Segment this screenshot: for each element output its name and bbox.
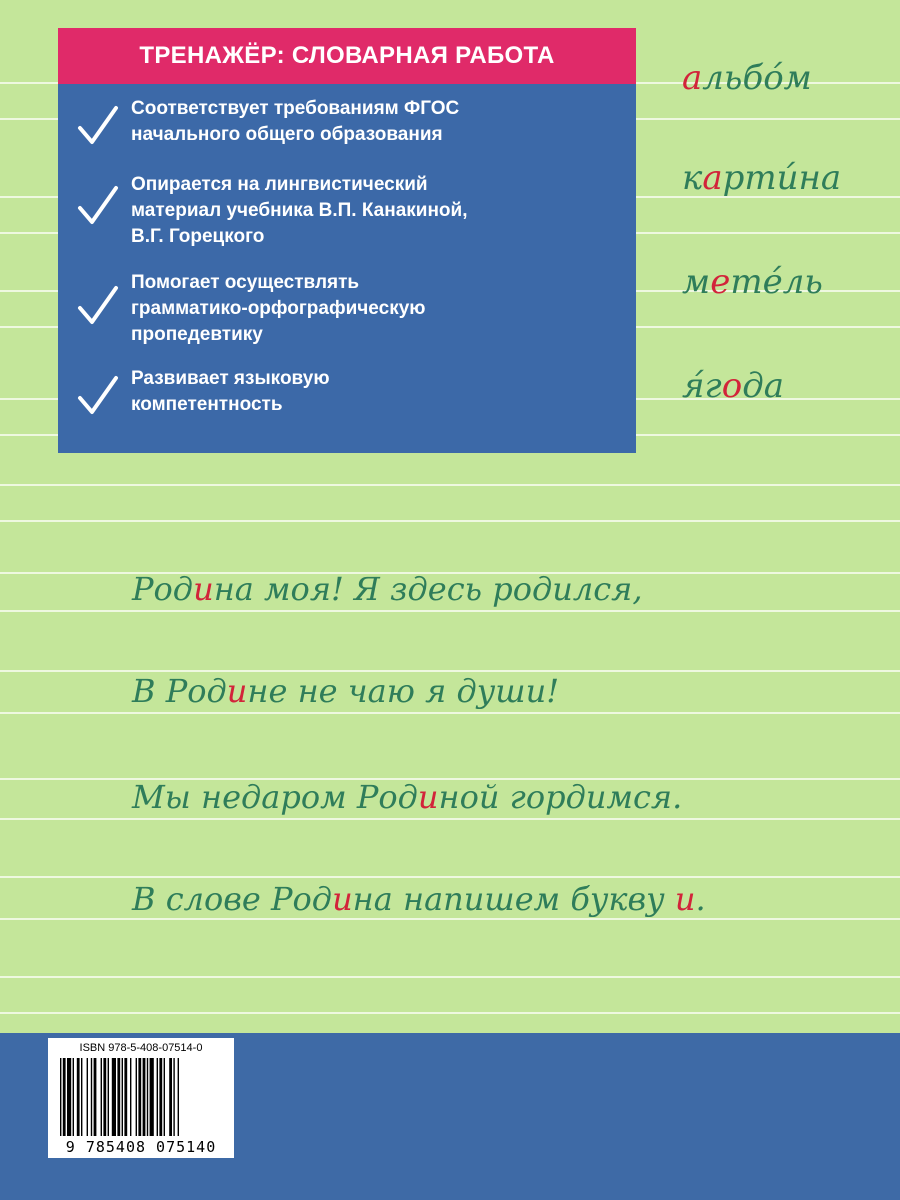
checkmark-icon	[76, 184, 120, 228]
checkmark-icon	[76, 104, 120, 148]
vocab-word: альбо́м	[682, 58, 812, 98]
ruling-line	[0, 520, 900, 522]
barcode	[48, 1038, 234, 1158]
poem-line: В слове Родина напишем букву и.	[132, 880, 706, 918]
barcode-bars	[58, 1058, 224, 1136]
ruling-line	[0, 1012, 900, 1014]
info-panel-title: ТРЕНАЖЁР: СЛОВАРНАЯ РАБОТА	[58, 28, 636, 84]
vocab-word: я́года	[682, 366, 785, 406]
feature-item	[58, 96, 636, 156]
barcode-digits: 9 785408 075140	[65, 1138, 217, 1156]
ruling-line	[0, 818, 900, 820]
vocab-word: карти́на	[682, 158, 842, 198]
ruling-line	[0, 484, 900, 486]
vocab-word: мете́ль	[682, 262, 823, 302]
isbn-label: ISBN 978-5-408-07514-0	[79, 1042, 203, 1054]
feature-item	[58, 270, 636, 354]
poem-line: Мы недаром Родиной гордимся.	[132, 778, 683, 816]
feature-item	[58, 172, 636, 256]
feature-text: Опирается на лингвистический материал учебника В.П. Канакиной, В.Г. Горецкого	[131, 174, 468, 247]
feature-item	[58, 366, 636, 426]
ruling-line	[0, 976, 900, 978]
ruling-line	[0, 712, 900, 714]
poem-line: Родина моя! Я здесь родился,	[132, 570, 643, 608]
checkmark-icon	[76, 374, 120, 418]
checkmark-icon	[76, 284, 120, 328]
feature-text: Развивает языковую компетентность	[131, 368, 330, 415]
feature-text: Помогает осуществлять грамматико-орфографическую пропедевтику	[131, 272, 426, 345]
ruling-line	[0, 918, 900, 920]
poem-line: В Родине не чаю я души!	[132, 672, 560, 710]
ruling-line	[0, 876, 900, 878]
ruling-line	[0, 610, 900, 612]
feature-text: Соответствует требованиям ФГОС начального общего образования	[131, 98, 460, 145]
